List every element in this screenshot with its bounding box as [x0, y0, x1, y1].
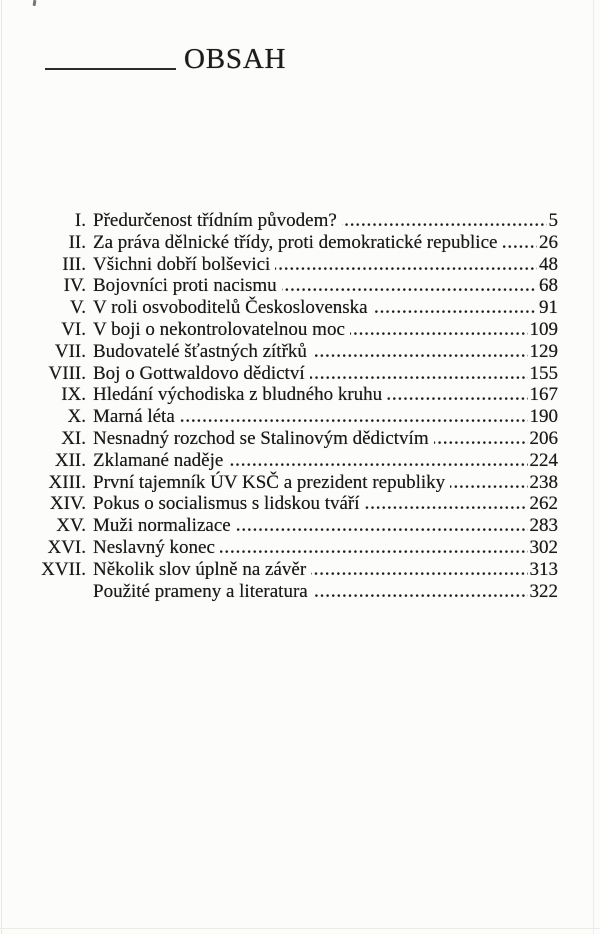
toc-roman-numeral: VIII.	[48, 362, 86, 384]
toc-page-number: 109	[529, 318, 558, 340]
dot-leader	[275, 267, 537, 270]
toc-page-number: 26	[539, 231, 558, 253]
dot-leader	[313, 594, 528, 597]
toc-page-number: 167	[529, 384, 558, 406]
toc-roman-numeral: II.	[68, 231, 86, 253]
toc-row	[40, 275, 558, 297]
toc-roman-numeral: V.	[69, 297, 86, 319]
toc-page-number: 91	[539, 297, 558, 319]
toc-page-number: 155	[529, 362, 558, 384]
dot-leader	[312, 354, 528, 357]
toc-entry-title: Budovatelé šťastných zítřků	[93, 340, 307, 362]
toc-row	[40, 559, 558, 581]
toc-roman-numeral: IX.	[61, 384, 86, 406]
toc-page-number: 68	[539, 275, 558, 297]
toc-page-number: 313	[529, 558, 558, 580]
page-edge-right	[593, 0, 594, 934]
dot-leader	[311, 572, 527, 575]
table-of-contents	[40, 210, 558, 602]
dot-leader	[236, 528, 528, 531]
dot-leader	[434, 441, 528, 444]
dot-leader	[365, 506, 528, 509]
title-rule-line	[45, 68, 176, 70]
toc-entry-title: V roli osvoboditelů Československa	[93, 297, 368, 319]
toc-entry-title: Boj o Gottwaldovo dědictví	[93, 362, 305, 384]
toc-row	[40, 319, 558, 341]
toc-roman-numeral: I.	[74, 210, 86, 231]
toc-roman-numeral: XVII.	[41, 558, 86, 580]
toc-row	[40, 406, 558, 428]
toc-roman-numeral: XV.	[56, 515, 86, 537]
page-edge-left	[1, 0, 2, 934]
dot-leader	[350, 332, 528, 335]
dot-leader	[282, 288, 537, 291]
toc-row	[40, 254, 558, 276]
toc-row	[40, 581, 558, 603]
toc-entry-title: Všichni dobří bolševici	[93, 253, 271, 275]
toc-entry-title: Předurčenost třídním původem?	[93, 210, 337, 231]
dot-leader	[228, 463, 527, 466]
toc-row	[40, 210, 558, 232]
toc-roman-numeral: III.	[62, 253, 86, 275]
toc-roman-numeral: XI.	[61, 427, 86, 449]
toc-row	[40, 450, 558, 472]
toc-page-number: 262	[529, 493, 558, 515]
toc-roman-numeral: XVI.	[47, 536, 86, 558]
toc-row	[40, 384, 558, 406]
toc-page-number: 48	[539, 253, 558, 275]
toc-page-number: 238	[529, 471, 558, 493]
toc-entry-title: Několik slov úplně na závěr	[93, 558, 307, 580]
toc-entry-title: Bojovníci proti nacismu	[93, 275, 277, 297]
toc-row	[40, 493, 558, 515]
toc-roman-numeral: XII.	[54, 449, 86, 471]
page-edge-bottom	[0, 928, 600, 929]
dot-leader	[502, 245, 537, 248]
dot-leader	[180, 419, 528, 422]
toc-row	[40, 297, 558, 319]
toc-roman-numeral: VII.	[54, 340, 86, 362]
toc-entry-title: Marná léta	[93, 406, 175, 428]
toc-entry-title: Nesnadný rozchod se Stalinovým dědictvím	[93, 427, 429, 449]
toc-page-number: 206	[529, 427, 558, 449]
toc-row	[40, 232, 558, 254]
toc-row	[40, 363, 558, 385]
toc-row	[40, 341, 558, 363]
toc-entry-title: Zklamané naděje	[93, 449, 224, 471]
toc-page-number: 283	[529, 515, 558, 537]
toc-roman-numeral: XIII.	[48, 471, 86, 493]
toc-page-number: 190	[529, 406, 558, 428]
toc-page-number: 224	[529, 449, 558, 471]
toc-row	[40, 472, 558, 494]
toc-entry-title: Za práva dělnické třídy, proti demokratické republice	[93, 231, 498, 253]
toc-entry-title: Použité prameny a literatura	[93, 580, 308, 602]
page-title: OBSAH	[184, 43, 287, 75]
dot-leader	[310, 376, 528, 379]
toc-roman-numeral: X.	[67, 406, 86, 428]
toc-row	[40, 428, 558, 450]
toc-roman-numeral: XIV.	[49, 493, 86, 515]
toc-entry-title: Pokus o socialismus s lidskou tváří	[93, 493, 360, 515]
toc-page-number: 5	[548, 210, 558, 231]
toc-entry-title: Muži normalizace	[93, 515, 231, 537]
toc-page-number: 129	[529, 340, 558, 362]
toc-row	[40, 515, 558, 537]
toc-page-number: 322	[529, 580, 558, 602]
scan-artifact-mark	[33, 0, 37, 6]
toc-page-number: 302	[529, 536, 558, 558]
toc-entry-title: Neslavný konec	[93, 536, 215, 558]
dot-leader	[342, 223, 547, 226]
toc-roman-numeral: IV.	[63, 275, 86, 297]
dot-leader	[373, 310, 537, 313]
toc-entry-title: První tajemník ÚV KSČ a prezident republiky	[93, 471, 446, 493]
dot-leader	[387, 397, 527, 400]
toc-roman-numeral: VI.	[61, 318, 86, 340]
dot-leader	[220, 550, 528, 553]
toc-entry-title: Hledání východiska z bludného kruhu	[93, 384, 383, 406]
dot-leader	[450, 485, 527, 488]
toc-entry-title: V boji o nekontrolovatelnou moc	[93, 318, 345, 340]
toc-row	[40, 537, 558, 559]
